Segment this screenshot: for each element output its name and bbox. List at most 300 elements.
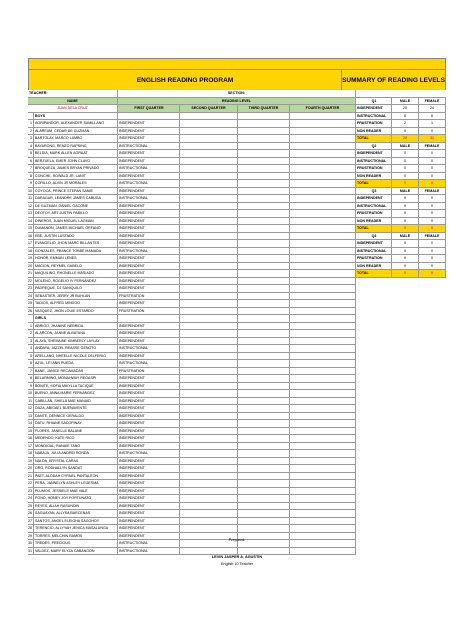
- female-count: 0: [419, 128, 446, 135]
- third-quarter-level: [238, 240, 290, 247]
- fourth-quarter-level: [290, 240, 356, 247]
- student-name: ANDAYA, JAZZEL REASSE GENOTO: [34, 345, 118, 352]
- summary-level-label: NON READER: [356, 128, 392, 135]
- reading-level-header: READING LEVEL: [118, 98, 356, 105]
- third-quarter-level: [238, 233, 290, 240]
- female-header: FEMALE: [419, 143, 446, 150]
- male-total: 28: [392, 135, 419, 142]
- second-quarter-level: [180, 450, 238, 457]
- first-quarter-level: INDEPENDENT: [118, 225, 180, 232]
- second-quarter-level: [180, 323, 238, 330]
- third-quarter-level: [238, 270, 290, 277]
- summary-quarter-label: Q1: [356, 98, 392, 105]
- row-number: 17: [28, 443, 32, 448]
- student-name: DINEROS, JUAN MIGUEL LAGMAN: [34, 218, 118, 225]
- summary-row: [356, 165, 446, 173]
- second-quarter-level: [180, 503, 238, 510]
- row-number: 19: [28, 458, 32, 463]
- row-number: 8: [30, 376, 32, 380]
- quarter-header-4: FOURTH QUARTER: [290, 105, 356, 112]
- third-quarter-level: [238, 503, 290, 510]
- summary-total-row: [356, 135, 446, 143]
- boys-rows: [28, 120, 356, 315]
- summary-table: [356, 90, 446, 555]
- student-row: [28, 143, 356, 151]
- first-quarter-level: INDEPENDENT: [118, 218, 180, 225]
- third-quarter-level: [238, 473, 290, 480]
- second-quarter-level: [180, 255, 238, 262]
- first-quarter-level: INSTRUCTIONAL: [118, 165, 180, 172]
- male-count: 0: [392, 150, 419, 157]
- first-quarter-level: INDEPENDENT: [118, 188, 180, 195]
- student-name: BUENO, ANNA MARIE FERNANDEZ: [34, 390, 118, 397]
- third-quarter-level: [238, 390, 290, 397]
- quarter-cell: [238, 315, 290, 322]
- quarter-header-2: SECOND QUARTER: [180, 105, 238, 112]
- student-name: SANTOS, ANGEL ELEIGHA SAGOHOY: [34, 518, 118, 525]
- second-quarter-level: [180, 240, 238, 247]
- student-row: [28, 398, 356, 406]
- first-quarter-level: INDEPENDENT: [118, 173, 180, 180]
- student-name: NABAJA, JULIA ANDREI RONDA: [34, 450, 118, 457]
- fourth-quarter-level: [290, 308, 356, 315]
- first-quarter-level: INDEPENDENT: [118, 488, 180, 495]
- third-quarter-level: [238, 255, 290, 262]
- student-row: [28, 353, 356, 361]
- male-header: MALE: [392, 188, 419, 195]
- summary-level-label: FRUSTRATION: [356, 210, 392, 217]
- female-count: 0: [419, 158, 446, 165]
- roster-table: [28, 90, 356, 555]
- fourth-quarter-level: [290, 128, 356, 135]
- student-row: [28, 495, 356, 503]
- student-row: [28, 503, 356, 511]
- third-quarter-level: [238, 413, 290, 420]
- female-count: 0: [419, 165, 446, 172]
- fourth-quarter-level: [290, 270, 356, 277]
- fourth-quarter-level: [290, 503, 356, 510]
- third-quarter-level: [238, 360, 290, 367]
- row-number: 31: [28, 548, 32, 553]
- female-count: 0: [419, 173, 446, 180]
- first-quarter-level: INDEPENDENT: [118, 503, 180, 510]
- student-name: SEBASTIER, JERRY JR BUHI-AN: [34, 293, 118, 300]
- second-quarter-level: [180, 158, 238, 165]
- third-quarter-level: [238, 465, 290, 472]
- student-name: BELARMINO, MONAHWAY REGASPI: [34, 375, 118, 382]
- fourth-quarter-level: [290, 225, 356, 232]
- boys-heading: BOYS: [34, 113, 118, 120]
- fourth-quarter-level: [290, 173, 356, 180]
- summary-row: [356, 128, 446, 136]
- student-name: PAET, ALODAH CYRNEL PANTALEON: [34, 473, 118, 480]
- first-quarter-level: INDEPENDENT: [118, 495, 180, 502]
- row-number: 12: [28, 203, 32, 208]
- summary-level-label: NON READER: [356, 173, 392, 180]
- student-row: [28, 188, 356, 196]
- student-name: ALAYA, SHEMAINE KIMBERLY LAYLAY: [34, 338, 118, 345]
- first-quarter-level: INSTRUCTIONAL: [118, 450, 180, 457]
- male-count: 0: [392, 263, 419, 270]
- student-name: BERZUELA, EMER JOHN CLAVO: [34, 158, 118, 165]
- student-name: CONCHE, ROWALD JR. LANIT: [34, 173, 118, 180]
- student-row: [28, 293, 356, 301]
- row-number: 12: [28, 406, 32, 410]
- summary-total-row: [356, 270, 446, 278]
- second-quarter-level: [180, 353, 238, 360]
- male-header: MALE: [392, 98, 419, 105]
- fourth-quarter-level: [290, 413, 356, 420]
- second-quarter-level: [180, 180, 238, 187]
- student-row: [28, 308, 356, 316]
- first-quarter-level: INSTRUCTIONAL: [118, 143, 180, 150]
- student-name: REYES, ALIAH RASUNDIN: [34, 503, 118, 510]
- summary-level-label: INSTRUCTIONAL: [356, 248, 392, 255]
- row-number: 7: [30, 166, 32, 170]
- first-quarter-level: INDEPENDENT: [118, 323, 180, 330]
- third-quarter-level: [238, 278, 290, 285]
- student-name: DE GUZMAN, DANIEL GACONE: [34, 203, 118, 210]
- prepared-label: Prepared:: [228, 538, 246, 542]
- fourth-quarter-level: [290, 323, 356, 330]
- student-row: [28, 405, 356, 413]
- fourth-quarter-level: [290, 248, 356, 255]
- third-quarter-level: [238, 338, 290, 345]
- first-quarter-level: INDEPENDENT: [118, 413, 180, 420]
- student-row: [28, 443, 356, 451]
- female-count: 0: [419, 150, 446, 157]
- fourth-quarter-level: [290, 405, 356, 412]
- summary-level-label: FRUSTRATION: [356, 165, 392, 172]
- female-total: 0: [419, 270, 446, 277]
- student-row: [28, 450, 356, 458]
- girls-heading: GIRLS: [34, 315, 118, 322]
- summary-spacer: [356, 90, 446, 98]
- student-row: [28, 413, 356, 421]
- student-name: DEOTOY, ART JUSTIN PABILLO: [34, 210, 118, 217]
- second-quarter-level: [180, 525, 238, 532]
- student-name: PADREQUE, DJ SANIQUILO: [34, 285, 118, 292]
- second-quarter-level: [180, 518, 238, 525]
- second-quarter-level: [180, 218, 238, 225]
- row-number: 22: [28, 278, 32, 283]
- summary-total-label: TOTAL: [356, 270, 392, 277]
- second-quarter-level: [180, 300, 238, 307]
- row-number: 3: [30, 338, 32, 343]
- second-quarter-level: [180, 293, 238, 300]
- quarter-cell: [118, 113, 180, 120]
- second-quarter-level: [180, 405, 238, 412]
- male-header: MALE: [392, 233, 419, 240]
- row-number: 27: [28, 518, 32, 523]
- third-quarter-level: [238, 210, 290, 217]
- first-quarter-level: INSTRUCTIONAL: [118, 195, 180, 202]
- first-quarter-level: FRUSTRATION: [118, 368, 180, 375]
- student-name: MEDENDO, KATE RICO: [34, 435, 118, 442]
- student-row: [28, 383, 356, 391]
- row-number: 22: [28, 481, 32, 485]
- second-quarter-level: [180, 548, 238, 555]
- second-quarter-level: [180, 203, 238, 210]
- row-number: 23: [28, 286, 32, 290]
- male-count: 0: [392, 128, 419, 135]
- student-name: TORRES, MELCHIN RAMOS: [34, 533, 118, 540]
- row-number: 25: [28, 503, 32, 508]
- student-name: TERENCIO, ALLYYAH JENICA MASALUNGA: [34, 525, 118, 532]
- student-name: CABILLAN, SHIELA MAE MANAID: [34, 398, 118, 405]
- summary-total-label: TOTAL: [356, 225, 392, 232]
- third-quarter-level: [238, 375, 290, 382]
- row-number: 16: [28, 233, 32, 238]
- first-quarter-level: INDEPENDENT: [118, 255, 180, 262]
- third-quarter-level: [238, 203, 290, 210]
- second-quarter-level: [180, 150, 238, 157]
- female-count: 6: [419, 113, 446, 120]
- male-count: 0: [392, 195, 419, 202]
- fourth-quarter-level: [290, 353, 356, 360]
- third-quarter-level: [238, 518, 290, 525]
- column-header-row: [28, 98, 356, 106]
- fourth-quarter-level: [290, 293, 356, 300]
- second-quarter-level: [180, 510, 238, 517]
- student-name: ALARCON, JANNE ALBATANA: [34, 330, 118, 337]
- student-row: [28, 173, 356, 181]
- summary-total-row: [356, 180, 446, 188]
- female-total: 31: [419, 135, 446, 142]
- first-quarter-level: INDEPENDENT: [118, 203, 180, 210]
- third-quarter-level: [238, 480, 290, 487]
- student-row: [28, 278, 356, 286]
- row-number: 1: [30, 323, 32, 328]
- first-quarter-level: INDEPENDENT: [118, 525, 180, 532]
- third-quarter-level: [238, 293, 290, 300]
- student-name: FLORES, JANELLE BALANE: [34, 428, 118, 435]
- row-number: 28: [28, 526, 32, 530]
- first-quarter-level: INDEPENDENT: [118, 135, 180, 142]
- fourth-quarter-level: [290, 165, 356, 172]
- first-quarter-level: INDEPENDENT: [118, 465, 180, 472]
- summary-quarter-label: Q2: [356, 143, 392, 150]
- student-name: DARAGAR, LEANDRE JAMES CABUGA: [34, 195, 118, 202]
- second-quarter-level: [180, 338, 238, 345]
- male-count: 0: [392, 173, 419, 180]
- second-quarter-level: [180, 390, 238, 397]
- student-row: [28, 458, 356, 466]
- second-quarter-level: [180, 165, 238, 172]
- row-number: 21: [28, 271, 32, 275]
- student-name: PONO, HONEY JOY FORTUNATO: [34, 495, 118, 502]
- fourth-quarter-level: [290, 135, 356, 142]
- student-name: MACION, REYMEL GABELO: [34, 263, 118, 270]
- student-row: [28, 180, 356, 188]
- third-quarter-level: [238, 308, 290, 315]
- fourth-quarter-level: [290, 420, 356, 427]
- student-row: [28, 465, 356, 473]
- row-number: 14: [28, 421, 32, 425]
- student-row: [28, 240, 356, 248]
- second-quarter-level: [180, 345, 238, 352]
- first-quarter-level: INDEPENDENT: [118, 210, 180, 217]
- third-quarter-level: [238, 488, 290, 495]
- student-row: [28, 165, 356, 173]
- fourth-quarter-level: [290, 120, 356, 127]
- second-quarter-level: [180, 428, 238, 435]
- row-number: 18: [28, 248, 32, 253]
- first-quarter-level: INDEPENDENT: [118, 300, 180, 307]
- fourth-quarter-level: [290, 278, 356, 285]
- summary-level-label: FRUSTRATION: [356, 255, 392, 262]
- fourth-quarter-level: [290, 428, 356, 435]
- third-quarter-level: [238, 300, 290, 307]
- row-number: 4: [30, 143, 32, 148]
- fourth-quarter-level: [290, 473, 356, 480]
- row-number: 10: [28, 391, 32, 395]
- male-count: 0: [392, 240, 419, 247]
- student-name: BAYARONG, RENZO RAPSING: [34, 143, 118, 150]
- quarter-cell: [290, 113, 356, 120]
- first-quarter-level: INDEPENDENT: [118, 375, 180, 382]
- quarter-header-3: THIRD QUARTER: [238, 105, 290, 112]
- fourth-quarter-level: [290, 345, 356, 352]
- student-name: DUMANON, JAMES MICHAEL ORFANO: [34, 225, 118, 232]
- row-number: 26: [28, 511, 32, 515]
- student-row: [28, 338, 356, 346]
- student-name: TADIOS, ALFRED MINGGO: [34, 300, 118, 307]
- student-name: BANE, JANICE RECAMADAS: [34, 368, 118, 375]
- second-quarter-level: [180, 188, 238, 195]
- student-row: [28, 255, 356, 263]
- preparer-role: English 10 Teacher: [220, 562, 254, 566]
- fourth-quarter-level: [290, 510, 356, 517]
- second-quarter-level: [180, 308, 238, 315]
- second-quarter-level: [180, 383, 238, 390]
- student-name: ORO, RODHALLYN SANDAT: [34, 465, 118, 472]
- student-name: BELDIA, MARK ALLEN AGRAAT: [34, 150, 118, 157]
- first-quarter-level: INDEPENDENT: [118, 458, 180, 465]
- second-quarter-level: [180, 443, 238, 450]
- row-number: 11: [28, 398, 32, 403]
- row-number: 26: [28, 308, 32, 313]
- row-number: 20: [28, 263, 32, 268]
- second-quarter-level: [180, 473, 238, 480]
- male-total: 0: [392, 225, 419, 232]
- second-quarter-level: [180, 375, 238, 382]
- row-number: 13: [28, 211, 32, 215]
- summary-level-label: FRUSTRATION: [356, 120, 392, 127]
- summary-title: SUMMARY OF READING LEVELS: [342, 70, 445, 90]
- second-quarter-level: [180, 120, 238, 127]
- summary-level-label: INSTRUCTIONAL: [356, 113, 392, 120]
- row-number: 16: [28, 436, 32, 440]
- fourth-quarter-level: [290, 465, 356, 472]
- summary-row: [356, 195, 446, 203]
- student-name: CORILLO, ALVIN JR MORALES: [34, 180, 118, 187]
- fourth-quarter-level: [290, 285, 356, 292]
- second-quarter-level: [180, 465, 238, 472]
- quarter-header-row: [28, 105, 356, 113]
- row-number: 17: [28, 241, 32, 245]
- summary-level-label: INDEPENDENT: [356, 150, 392, 157]
- third-quarter-level: [238, 428, 290, 435]
- first-quarter-level: INSTRUCTIONAL: [118, 345, 180, 352]
- student-row: [28, 150, 356, 158]
- second-quarter-level: [180, 330, 238, 337]
- fourth-quarter-level: [290, 263, 356, 270]
- student-row: [28, 525, 356, 533]
- student-name: AGRIPANDOR, ALEXANDER SAMILLANO: [34, 120, 118, 127]
- student-name: ALAREAM, CEDAR DE GUZMAN: [34, 128, 118, 135]
- fourth-quarter-level: [290, 195, 356, 202]
- female-count: 0: [419, 210, 446, 217]
- second-quarter-level: [180, 413, 238, 420]
- first-quarter-level: INSTRUCTIONAL: [118, 360, 180, 367]
- summary-quarter-header: [356, 233, 446, 241]
- summary-level-label: INDEPENDENT: [356, 105, 392, 112]
- summary-quarter-header: [356, 188, 446, 196]
- fourth-quarter-level: [290, 398, 356, 405]
- third-quarter-level: [238, 353, 290, 360]
- student-row: [28, 428, 356, 436]
- summary-level-label: NON READER: [356, 263, 392, 270]
- student-name: HONOR, EMMAN LENES: [34, 255, 118, 262]
- third-quarter-level: [238, 128, 290, 135]
- third-quarter-level: [238, 323, 290, 330]
- row-number: 7: [30, 368, 32, 373]
- student-row: [28, 488, 356, 496]
- third-quarter-level: [238, 525, 290, 532]
- fourth-quarter-level: [290, 435, 356, 442]
- fourth-quarter-level: [290, 525, 356, 532]
- first-quarter-level: INDEPENDENT: [118, 278, 180, 285]
- third-quarter-level: [238, 195, 290, 202]
- name-column-header: NAME: [28, 98, 118, 105]
- student-name: VASQUEZ, JHON LOUIE ESTARDO: [34, 308, 118, 315]
- fourth-quarter-level: [290, 218, 356, 225]
- student-row: [28, 510, 356, 518]
- student-row: [28, 195, 356, 203]
- second-quarter-level: [180, 368, 238, 375]
- female-header: FEMALE: [419, 188, 446, 195]
- sheet-grid: [28, 90, 446, 555]
- student-row: [28, 120, 356, 128]
- student-name: DANTE, DENNICE GERALDO: [34, 413, 118, 420]
- third-quarter-level: [238, 225, 290, 232]
- first-quarter-level: INDEPENDENT: [118, 128, 180, 135]
- student-row: [28, 548, 356, 556]
- first-quarter-level: INDEPENDENT: [118, 473, 180, 480]
- second-quarter-level: [180, 285, 238, 292]
- quarter-cell: [290, 315, 356, 322]
- male-count: 20: [392, 105, 419, 112]
- first-quarter-level: INDEPENDENT: [118, 480, 180, 487]
- third-quarter-level: [238, 188, 290, 195]
- second-quarter-level: [180, 263, 238, 270]
- first-quarter-level: INDEPENDENT: [118, 383, 180, 390]
- row-number: 11: [28, 196, 32, 200]
- first-quarter-level: INDEPENDENT: [118, 338, 180, 345]
- third-quarter-level: [238, 158, 290, 165]
- student-row: [28, 203, 356, 211]
- first-quarter-level: INDEPENDENT: [118, 240, 180, 247]
- first-quarter-level: INDEPENDENT: [118, 285, 180, 292]
- female-count: 0: [419, 263, 446, 270]
- student-name: EBE, JUSTIN LUSTADO: [34, 233, 118, 240]
- summary-row: [356, 120, 446, 128]
- student-name: VALDEZ, MARY ELYZA CABANGON: [34, 548, 118, 555]
- student-row: [28, 263, 356, 271]
- boys-heading-row: [28, 113, 356, 121]
- student-name: BROQUEZA, JAMES BRYAN PRIVADO: [34, 165, 118, 172]
